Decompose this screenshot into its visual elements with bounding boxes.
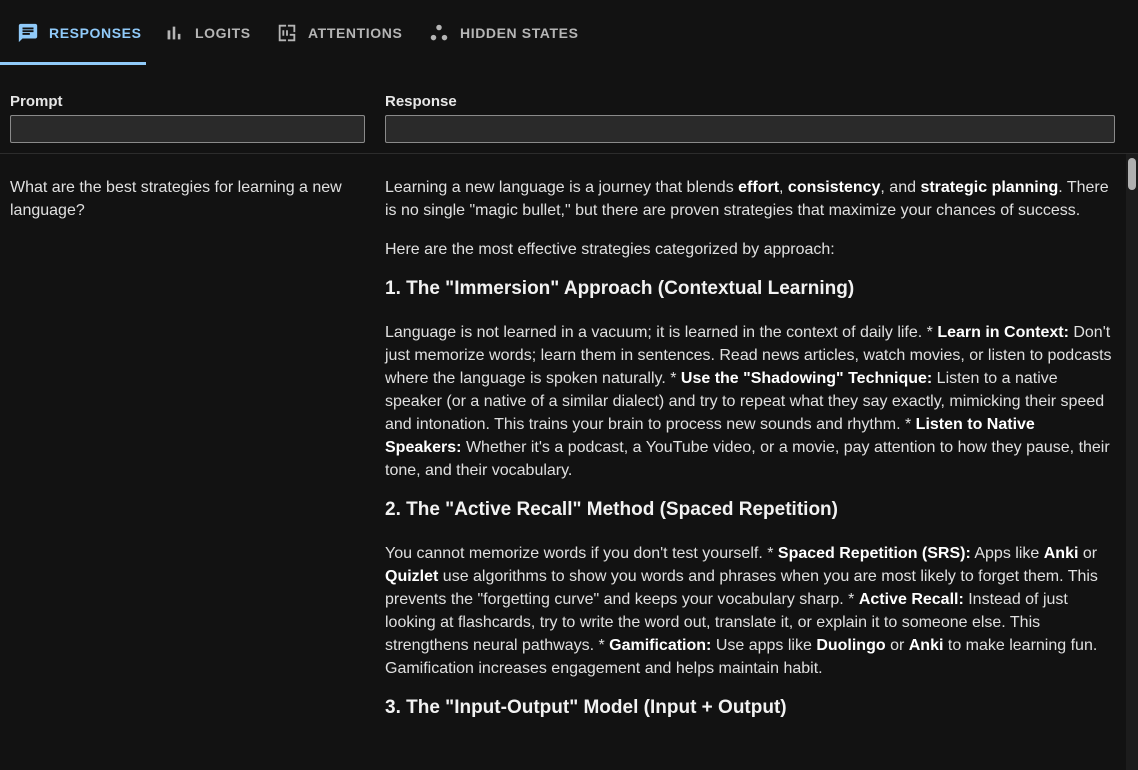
response-paragraph: Language is not learned in a vacuum; it is learned in the context of daily life. * Learn in Context: Don't just memorize words; learn them in sentences. Read news articles, watch movies, or listen to podcasts where the language is spoken naturally. * Use the "Shadowing" Technique: Listen to a native speaker (or a native of a similar dialect) and try to repeat what they say exactly, mimicking their speed and intonation. This trains your brain to process new sounds and rhythm. * Listen to Native Speakers: Whether it's a podcast, a YouTube video, or a movie, pay attention to how they pause, their tone, and their vocabulary. [385, 324, 1112, 479]
response-heading: 2. The "Active Recall" Method (Spaced Repetition) [385, 499, 838, 520]
tab-responses[interactable] [17, 0, 142, 65]
response-filter-input[interactable] [385, 115, 1115, 143]
tab-label: RESPONSES [49, 24, 142, 41]
tab-label: LOGITS [195, 24, 251, 41]
tab-hidden-states[interactable] [428, 0, 579, 65]
response-paragraph: You cannot memorize words if you don't test yourself. * Spaced Repetition (SRS): Apps like Anki or Quizlet use algorithms to show you words and phrases when you are most likely to forget them. This prevents the "forgetting curve" and keeps your vocabulary sharp. * Active Recall: Instead of just looking at flashcards, try to write the word out, translate it, or explain it to someone else. This strengthens neural pathways. * Gamification: Use apps like Duolingo or Anki to make learning fun. Gamification increases engagement and helps maintain habit. [385, 545, 1098, 677]
scrollbar[interactable] [1126, 154, 1138, 770]
active-tab-indicator [0, 62, 146, 65]
response-heading: 3. The "Input-Output" Model (Input + Output) [385, 697, 787, 718]
response-column-header: Response [385, 93, 457, 110]
response-heading: 1. The "Immersion" Approach (Contextual Learning) [385, 278, 855, 299]
tab-label: ATTENTIONS [308, 24, 403, 41]
tab-logits[interactable] [163, 0, 251, 65]
attention-flow-icon [276, 22, 298, 44]
prompt-column-header: Prompt [10, 93, 63, 110]
tab-label: HIDDEN STATES [460, 24, 579, 41]
tab-attentions[interactable] [276, 0, 402, 65]
bar-chart-icon [163, 22, 185, 44]
response-paragraph: Here are the most effective strategies categorized by approach: [385, 241, 835, 258]
response-cell [385, 176, 1113, 740]
response-paragraph: Learning a new language is a journey that blends effort, consistency, and strategic planning. There is no single "magic bullet," but there are proven strategies that maximize your chances of success. [385, 179, 1109, 219]
hidden-states-icon [428, 22, 450, 44]
chat-icon [17, 22, 39, 44]
scrollbar-thumb[interactable] [1128, 158, 1136, 190]
table-body [0, 154, 1126, 770]
tab-bar [0, 0, 1138, 65]
prompt-filter-input[interactable] [10, 115, 365, 143]
prompt-cell: What are the best strategies for learning a new language? [10, 179, 342, 219]
